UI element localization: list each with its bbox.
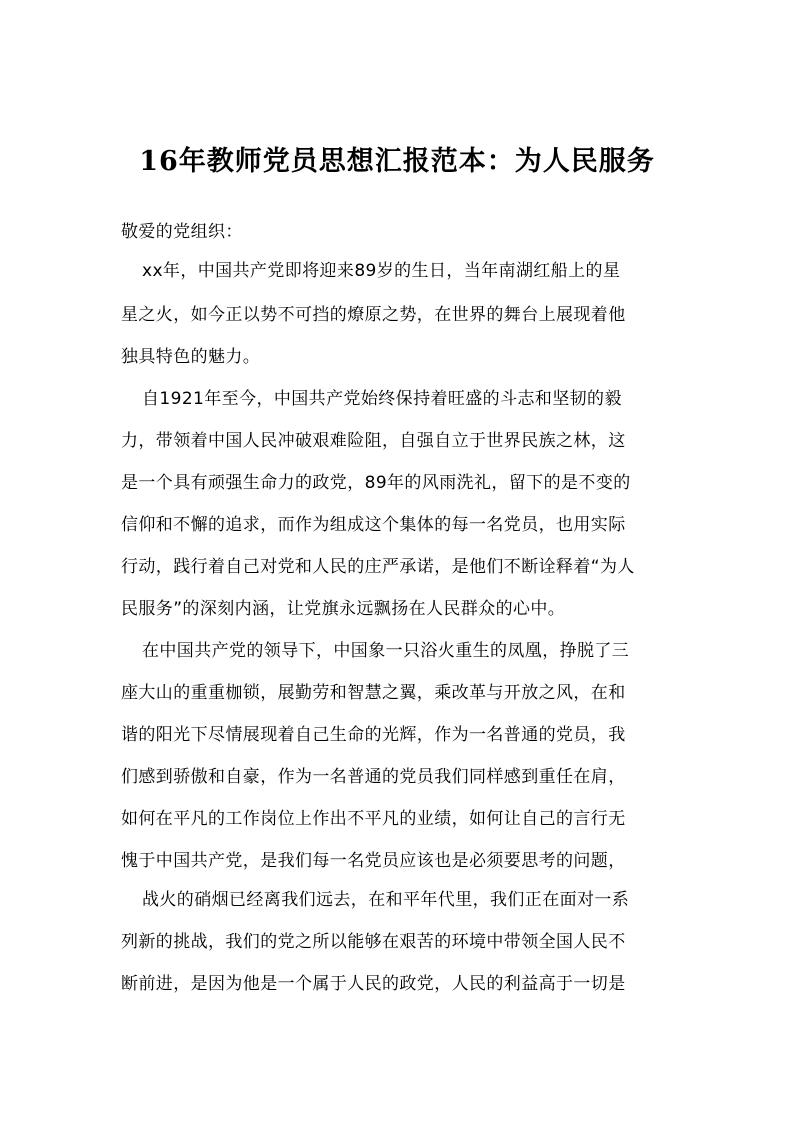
paragraph-line: 在中国共产党的领导下，中国象一只浴火重生的凤凰，挣脱了三 [142, 641, 630, 661]
paragraph-line: 断前进，是因为他是一个属于人民的政党，人民的利益高于一切是 [121, 974, 626, 994]
paragraph-line: 信仰和不懈的追求，而作为组成这个集体的每一名党员，也用实际 [121, 515, 626, 535]
paragraph-line: 如何在平凡的工作岗位上作出不平凡的业绩，如何让自己的言行无 [121, 809, 626, 829]
paragraph-line: 列新的挑战，我们的党之所以能够在艰苦的环境中带领全国人民不 [121, 932, 626, 952]
paragraph-line: 们感到骄傲和自豪，作为一名普通的党员我们同样感到重任在肩， [121, 767, 626, 787]
paragraph-line: 民服务”的深刻内涵，让党旗永远飘扬在人民群众的心中。 [121, 599, 566, 619]
paragraph-line: 战火的硝烟已经离我们远去，在和平年代里，我们正在面对一系 [142, 890, 630, 910]
paragraph-line: 自1921年至今，中国共产党始终保持着旺盛的斗志和坚韧的毅 [142, 389, 622, 409]
paragraph-line: 愧于中国共产党，是我们每一名党员应该也是必须要思考的问题， [121, 851, 626, 871]
paragraph-line: xx年，中国共产党即将迎来89岁的生日，当年南湖红船上的星 [142, 261, 621, 281]
paragraph-line: 独具特色的魅力。 [121, 347, 261, 367]
paragraph-line: 座大山的重重枷锁，展勤劳和智慧之翼，乘改革与开放之风，在和 [121, 683, 626, 703]
paragraph-line: 力，带领着中国人民冲破艰难险阻，自强自立于世界民族之林，这 [121, 431, 626, 451]
paragraph-line: 谐的阳光下尽情展现着自己生命的光辉，作为一名普通的党员，我 [121, 725, 626, 745]
document-title: 16年教师党员思想汇报范本：为人民服务 [139, 146, 655, 177]
paragraph-line: 星之火，如今正以势不可挡的燎原之势，在世界的舞台上展现着他 [121, 305, 626, 325]
paragraph-line: 是一个具有顽强生命力的政党，89年的风雨洗礼，留下的是不变的 [121, 473, 631, 493]
salutation: 敬爱的党组织： [121, 222, 243, 242]
paragraph-line: 行动，践行着自己对党和人民的庄严承诺，是他们不断诠释着“为人 [121, 557, 635, 577]
